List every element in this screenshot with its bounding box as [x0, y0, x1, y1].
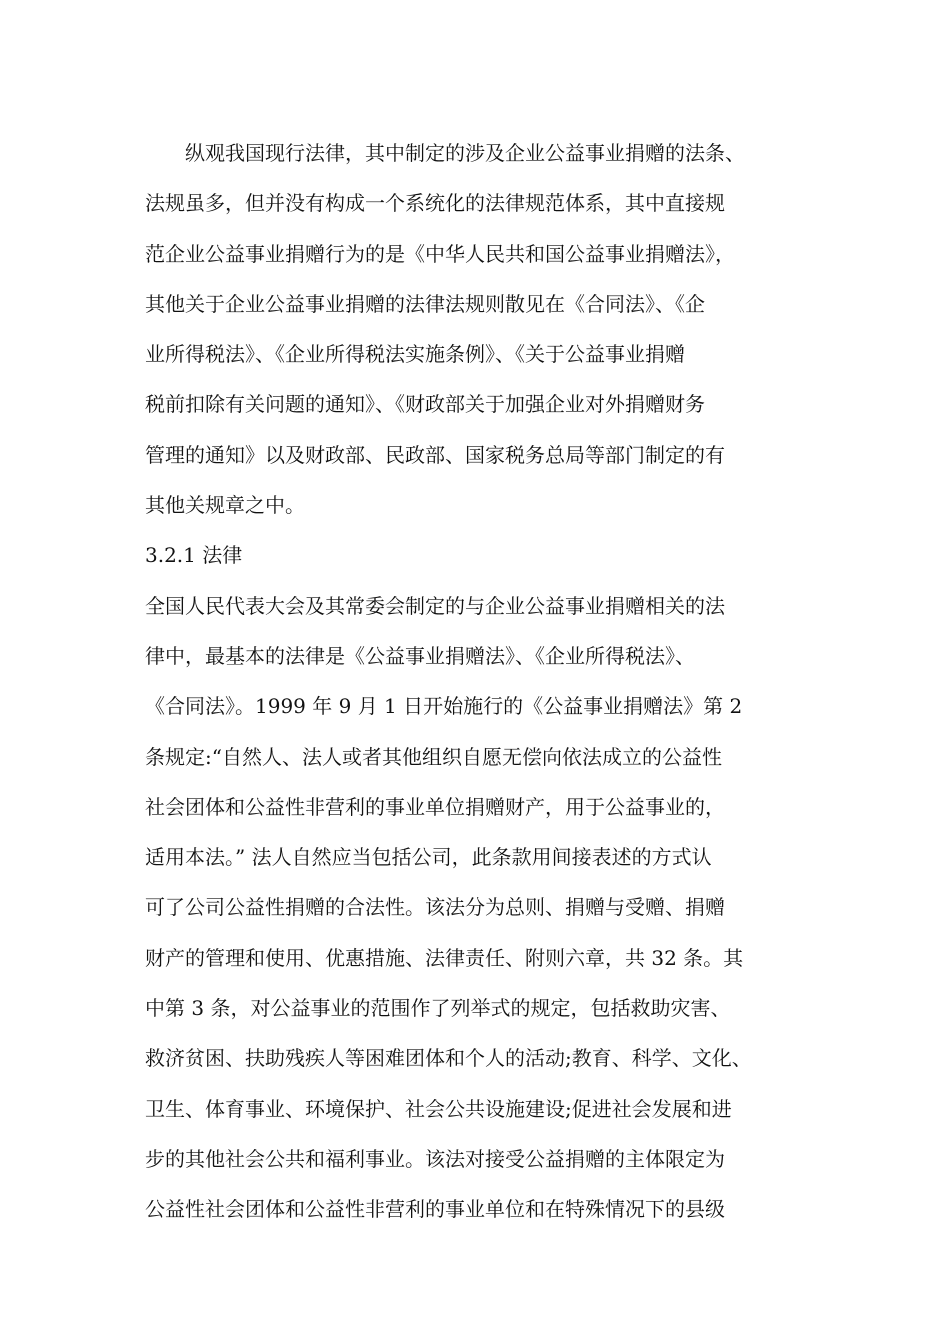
paragraph-line: 其他关规章之中。: [145, 493, 305, 518]
paragraph-line: 其他关于企业公益事业捐赠的法律法规则散见在《合同法》、《企: [145, 291, 705, 316]
paragraph-line: 范企业公益事业捐赠行为的是《中华人民共和国公益事业捐赠法》，: [145, 241, 735, 266]
paragraph-line: 税前扣除有关问题的通知》、《财政部关于加强企业对外捐赠财务: [145, 392, 705, 417]
paragraph-line: 社会团体和公益性非营利的事业单位捐赠财产，用于公益事业的，: [145, 794, 725, 819]
body-text: [145, 128, 825, 1235]
paragraph-line: 全国人民代表大会及其常委会制定的与企业公益事业捐赠相关的法: [145, 593, 725, 618]
paragraph-line: 管理的通知》以及财政部、民政部、国家税务总局等部门制定的有: [145, 442, 725, 467]
paragraph-line: 《合同法》。1999 年 9 月 1 日开始施行的《公益事业捐赠法》第 2: [145, 694, 743, 719]
paragraph-line: 律中，最基本的法律是《公益事业捐赠法》、《企业所得税法》、: [145, 643, 695, 668]
paragraph-line: 中第 3 条，对公益事业的范围作了列举式的规定，包括救助灾害、: [145, 996, 731, 1021]
section-heading: 3.2.1 法律: [145, 543, 243, 568]
paragraph-line: 纵观我国现行法律，其中制定的涉及企业公益事业捐赠的法条、: [145, 141, 745, 165]
paragraph-line: 业所得税法》、《企业所得税法实施条例》、《关于公益事业捐赠: [145, 342, 685, 367]
paragraph-line: 法规虽多，但并没有构成一个系统化的法律规范体系，其中直接规: [145, 191, 725, 216]
paragraph-line: 救济贫困、扶助残疾人等困难团体和个人的活动;教育、科学、文化、: [145, 1046, 752, 1071]
paragraph-line: 公益性社会团体和公益性非营利的事业单位和在特殊情况下的县级: [145, 1197, 725, 1222]
paragraph-line: 条规定:“自然人、法人或者其他组织自愿无偿向依法成立的公益性: [145, 744, 722, 769]
paragraph-line: 步的其他社会公共和福利事业。该法对接受公益捐赠的主体限定为: [145, 1146, 725, 1171]
paragraph-line: 财产的管理和使用、优惠措施、法律责任、附则六章，共 32 条。其: [145, 945, 744, 970]
paragraph-line: 卫生、体育事业、环境保护、社会公共设施建设;促进社会发展和进: [145, 1096, 732, 1121]
paragraph-line: 可了公司公益性捐赠的合法性。该法分为总则、捐赠与受赠、捐赠: [145, 895, 725, 920]
paragraph-line: 适用本法。” 法人自然应当包括公司，此条款用间接表述的方式认: [145, 845, 712, 870]
